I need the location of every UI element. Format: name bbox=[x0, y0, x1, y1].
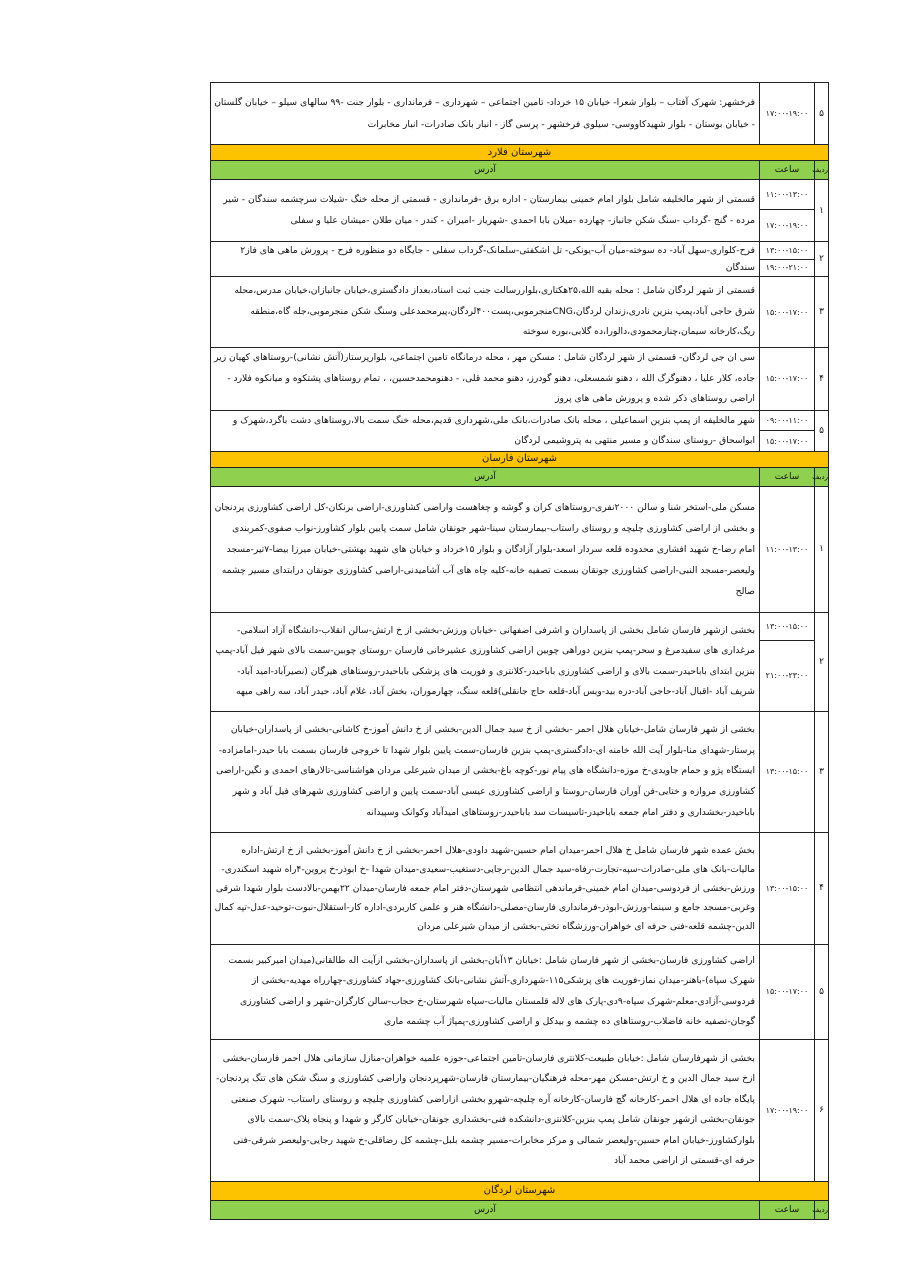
table-row bbox=[211, 944, 829, 1039]
time-slot: ۱۳:۰۰-۱۵:۰۰ bbox=[760, 711, 815, 832]
time-slot: ۱۵:۰۰-۱۷:۰۰ bbox=[760, 348, 815, 411]
address-cell: اراضی کشاورزی فارسان-بخشی از شهر فارسان شامل :خیابان ۱۳آبان-بخشی از پاسداران-بخشی ازآیت اله طالقانی(میدان امیرکبیر بسمت شهرک سپاه)-باهنر-میدان نماز-فوریت های پزشکی۱۱۵-شهرداری-آتش نشانی-بانک کشاورزی-جهاد کشاورزی-چهارراه مهدیه-بخشی از فردوسی-آزادی-معلم-شهرک سپاه-۹دی-پارک های لاله قلمستان مالیات-سپاه شهرستان-خ حجاب-سالن کارگران-شهر و اراضی کشاورزی گوجان-تصفیه خانه فاضلاب-روستاهای ده چشمه و بیدکل و اراضی کشاورزی-پمپاژ آب چشمه ماری bbox=[211, 944, 760, 1039]
address-cell: سی ان جی لردگان- قسمتی از شهر لردگان شامل : مسکن مهر ، محله درمانگاه تامین اجتماعی، بلوارپرستار(آتش نشانی)-روستاهای کهیان زیر جاده، کلار علیا ، دهنوگرگ الله ، دهنو شمسعلی، دهنو گودرز، دهنو محمد قلی، - دهنومحمدحسین، ، تمام روستاهای پشتکوه و میانکوه فلارد - اراضی روستاهای ذکر شده و پرورش ماهی های پروز bbox=[211, 348, 760, 411]
table-row bbox=[211, 180, 829, 210]
row-number: ۵ bbox=[815, 83, 829, 145]
column-header-radif: ردیف bbox=[815, 1200, 829, 1219]
address-cell: بخشی از شهرفارسان شامل :خیابان طبیعت-کلانتری فارسان-تامین اجتماعی-حوزه علمیه خواهران-منازل سازمانی هلال احمر فارسان-بخشی ازخ سید جمال الدین و خ ارتش-مسکن مهر-محله فرهنگیان-بیمارستان فارسان-شهرپردنجان واراضی کشاورزی و سنگ شکن های تنگ پردنجان-پایگاه جاده ای هلال احمر-کارخانه گچ فارسان-کارخانه آره چلیچه-شهرو بخشی ازاراضی کشاورزی چلیچه و روستای راستاب- شهرک صنعتی جونقان-بخشی ازشهر جونقان شامل پمپ بنزین-کلانتری-دانشکده فنی-بخشداری جونقان-خیابان کارگر و شهدا و پنجاه پلاک-سمت بالای بلوارکشاورز-خیابان امام حسین-ولیعصر شمالی و مرکز مخابرات-مسیر چشمه بلبل-چشمه کل رضاقلی-خ شهید رجایی-ولیعصر شرقی-فنی حرفه ای-قسمتی از اراضی محمد آباد bbox=[211, 1039, 760, 1181]
time-slot: ۱۱:۰۰-۱۳:۰۰ bbox=[760, 180, 815, 210]
time-slot: ۱۱:۰۰-۱۳:۰۰ bbox=[760, 486, 815, 612]
row-number: ۳ bbox=[815, 277, 829, 348]
time-slot: ۱۷:۰۰-۱۹:۰۰ bbox=[760, 210, 815, 242]
address-cell: قسمتی از شهر لردگان شامل : محله بقیه الله،۲۵هکتاری،بلواررسالت جنب ثبت اسناد،بعداز دادگستری،خیابان جانبازان،خیابان مدرس،محله شرق حاجی آباد،پمپ بنزین نادری،زندان لردگان،CNGمنجرموبی،پست۴۰۰لردگان،پیرمحمدعلی وسنگ شکن منجرموبی،جله گاه،منطقه ریگ،کارخانه سیمان،چنارمحمودی،دالورا،ده گلابی،بوره سوخته bbox=[211, 277, 760, 348]
column-header-row bbox=[211, 1200, 829, 1219]
time-slot: ۱۳:۰۰-۱۵:۰۰ bbox=[760, 242, 815, 260]
table-row bbox=[211, 242, 829, 260]
city-title: شهرستان فارسان bbox=[211, 451, 829, 467]
row-number: ۱ bbox=[815, 180, 829, 242]
table-row bbox=[211, 711, 829, 832]
row-number: ۶ bbox=[815, 1039, 829, 1181]
city-title: شهرستان فلارد bbox=[211, 145, 829, 161]
address-cell: قسمتی از شهر مالخلیفه شامل بلوار امام خمینی بیمارستان - اداره برق -فرمانداری - قسمتی از محله خنگ -شیلات سرچشمه سندگان - شیر مرده - گنج -گرداب -سنگ شکن جانباز- چهارده -میلان بابا احمدی -شهریار -امیران - کندر - میان طلان -میشان علیا و سفلی bbox=[211, 180, 760, 242]
column-header-time: ساعت bbox=[760, 1200, 815, 1219]
address-cell: مسکن ملی-استخر شنا و سالن ۲۰۰۰نفری-روستاهای کران و گوشه و چغاهست واراضی کشاورزی-اراضی برنکان-کل اراضی کشاورزی پردنجان و بخشی از اراضی کشاورزی چلیچه و روستای راستاب-بیمارستان سینا-شهر جونقان شامل سمت پایین بلوار کشاورز-نواب صفوی-کمربندی امام رضا-خ شهید افشاری محدوده قلعه سردار اسعد-بلوار آزادگان و بلوار ۱۵خرداد و خیابان های شهید بهشتی-خیابان میرزا بیضا-۷تیر-مسجد ولیعصر-مسجد النبی-اراضی کشاورزی جونقان بسمت تصفیه خانه-کلیه چاه های آب آشامیدنی-اراضی کشاورزی جونقان درابتدای مسیر چشمه صالح bbox=[211, 486, 760, 612]
row-number: ۴ bbox=[815, 832, 829, 944]
outage-schedule-sheet bbox=[210, 82, 829, 1220]
table-row bbox=[211, 410, 829, 431]
time-slot: ۱۵:۰۰-۱۷:۰۰ bbox=[760, 944, 815, 1039]
time-slot: ۱۵:۰۰-۱۷:۰۰ bbox=[760, 431, 815, 452]
column-header-row bbox=[211, 161, 829, 180]
column-header-radif: ردیف bbox=[815, 467, 829, 486]
city-header-lordegan bbox=[211, 1181, 829, 1200]
address-cell: فرخشهر: شهرک آفتاب – بلوار شعرا- خیابان ۱۵ خرداد- تامین اجتماعی – شهرداری – فرمانداری - بلوار جنت -۹۹ سالهای سیلو – خیابان گلستان - خیابان بوستان - بلوار شهیدکاووسی- سیلوی فرخشهر - پرسی گاز - انبار بانک صادرات- انبار مخابرات bbox=[211, 83, 760, 145]
time-slot: ۱۳:۰۰-۱۵:۰۰ bbox=[760, 832, 815, 944]
column-header-address: آدرس bbox=[211, 161, 760, 180]
table-row bbox=[211, 83, 829, 145]
table-row bbox=[211, 832, 829, 944]
column-header-time: ساعت bbox=[760, 467, 815, 486]
row-number: ۴ bbox=[815, 348, 829, 411]
row-number: ۵ bbox=[815, 410, 829, 451]
row-number: ۲ bbox=[815, 612, 829, 711]
time-slot: ۱۷:۰۰-۱۹:۰۰ bbox=[760, 1039, 815, 1181]
table-row bbox=[211, 277, 829, 348]
address-cell: بخشی ازشهر فارسان شامل بخشی از پاسداران و اشرفی اصفهانی -خیابان ورزش-بخشی از خ ارتش-سالن انقلاب-دانشگاه آزاد اسلامی-مرغداری های سفیدمرغ و سحر-پمپ بنزین دوراهی چوبین اراضی کشاورزی عشیرخانی فارسان -روستای چوبین-سمت بالای شهر فیل آباد-پمپ بنزین ابتدای باباحیدر-سمت بالای و اراضی کشاورزی باباحیدر-کلانتری و فوریت های پزشکی باباحیدر-روستاهای هیرگان (نصیرآباد-امید آباد-شریف آباد -اقبال آباد-حاجی آباد-دره بید-ویس آباد-قلعه حاج جانقلی)قلعه سنگ، چهارموران، بخش آباد، غلام آباد، حیدر آباد، سه راهی میهه bbox=[211, 612, 760, 711]
city-header-farsan bbox=[211, 451, 829, 467]
address-cell: بخشی از شهر فارسان شامل-خیابان هلال احمر -بخشی از خ سید جمال الدین-بخشی از خ دانش آموز-خ کاشانی-بخشی از پاسداران-خیابان پرستار-شهدای منا-بلوار آیت الله خامنه ای-دادگستری-پمپ بنزین فارسان-سمت پایین بلوار شهدا تا خروجی فارسان بسمت بابا حیدر-امامزاده-ایستگاه پژو و حمام جاویدی-خ موزه-دانشگاه های پیام نور-کوچه باغ-بخشی از میدان شیرعلی مردان هواشناسی-تالارهای احمدی و نگین-اراضی کشاورزی مروازه و ختایی-فن آوران فارسان-روستا و اراضی کشاورزی عیسی آباد-سمت پایین و اراضی کشاورزی شهرهای فیل آباد و شهر باباحیدر-بخشداری و دفتر امام جمعه باباحیدر-تاسیسات سد باباحیدر-روستاهای امیدآباد وکوانک وسپیدانه bbox=[211, 711, 760, 832]
row-number: ۱ bbox=[815, 486, 829, 612]
time-slot: ۲۱:۰۰-۲۳:۰۰ bbox=[760, 640, 815, 711]
column-header-address: آدرس bbox=[211, 1200, 760, 1219]
address-cell: شهر مالخلیفه از پمپ بنزین اسماعیلی ، محله بانک صادرات،بانک ملی،شهرداری قدیم،محله خنگ سمت بالا،روستاهای دشت باگرد،شهرک و ابواسحاق -روستای سندگان و مسیر منتهی به پتروشیمی لردگان bbox=[211, 410, 760, 451]
column-header-row bbox=[211, 467, 829, 486]
outage-schedule-table bbox=[210, 82, 829, 1220]
row-number: ۲ bbox=[815, 242, 829, 277]
city-title: شهرستان لردگان bbox=[211, 1181, 829, 1200]
table-row bbox=[211, 348, 829, 411]
table-row bbox=[211, 486, 829, 612]
column-header-time: ساعت bbox=[760, 161, 815, 180]
table-row bbox=[211, 612, 829, 640]
table-row bbox=[211, 1039, 829, 1181]
time-slot: ۱۹:۰۰-۲۱:۰۰ bbox=[760, 259, 815, 277]
city-header-falard bbox=[211, 145, 829, 161]
column-header-radif: ردیف bbox=[815, 161, 829, 180]
time-slot: ۱۳:۰۰-۱۵:۰۰ bbox=[760, 612, 815, 640]
time-slot: ۰۹:۰۰-۱۱:۰۰ bbox=[760, 410, 815, 431]
address-cell: بخش عمده شهر فارسان شامل خ هلال احمر-میدان امام حسین-شهید داودی-هلال احمر-بخشی از خ دانش آموز-بخشی از خ ارتش-اداره مالیات-بانک های ملی-صادرات-سپه-تجارت-رفاه-سید جمال الدین-رجایی-دستغیب-سعیدی-میدان شهدا -خ ابوذر-خ پروین-۴راه شهید اسکندری-ورزش-بخشی از فردوسی-میدان امام خمینی-فرماندهی انتظامی شهرستان-دفتر امام جمعه فارسان-میدان ۲۲بهمن-بالادست بلوار شهدا شرقی وغربی-مسجد جامع و سینما-ورزش-ابوذر-فرمانداری فارسان-مصلی-دانشگاه هنر و علمی کاربردی-اداره کار-استقلال-نبوت-توحید-عدل-تپه کمال الدین-چشمه قلعه-فنی حرفه ای خواهران-ورزشگاه تختی-بخشی از میدان شیرعلی مردان bbox=[211, 832, 760, 944]
row-number: ۵ bbox=[815, 944, 829, 1039]
address-cell: فرح-کلواری-سهل آباد- ده سوخته-میان آب-یونکی- تل اشکفتی-سلمانک-گرداب سفلی - جایگاه دو منظوره فرح - پرورش ماهی های فاز۲ سندگان bbox=[211, 242, 760, 277]
time-slot: ۱۷:۰۰-۱۹:۰۰ bbox=[760, 83, 815, 145]
column-header-address: آدرس bbox=[211, 467, 760, 486]
time-slot: ۱۵:۰۰-۱۷:۰۰ bbox=[760, 277, 815, 348]
row-number: ۳ bbox=[815, 711, 829, 832]
